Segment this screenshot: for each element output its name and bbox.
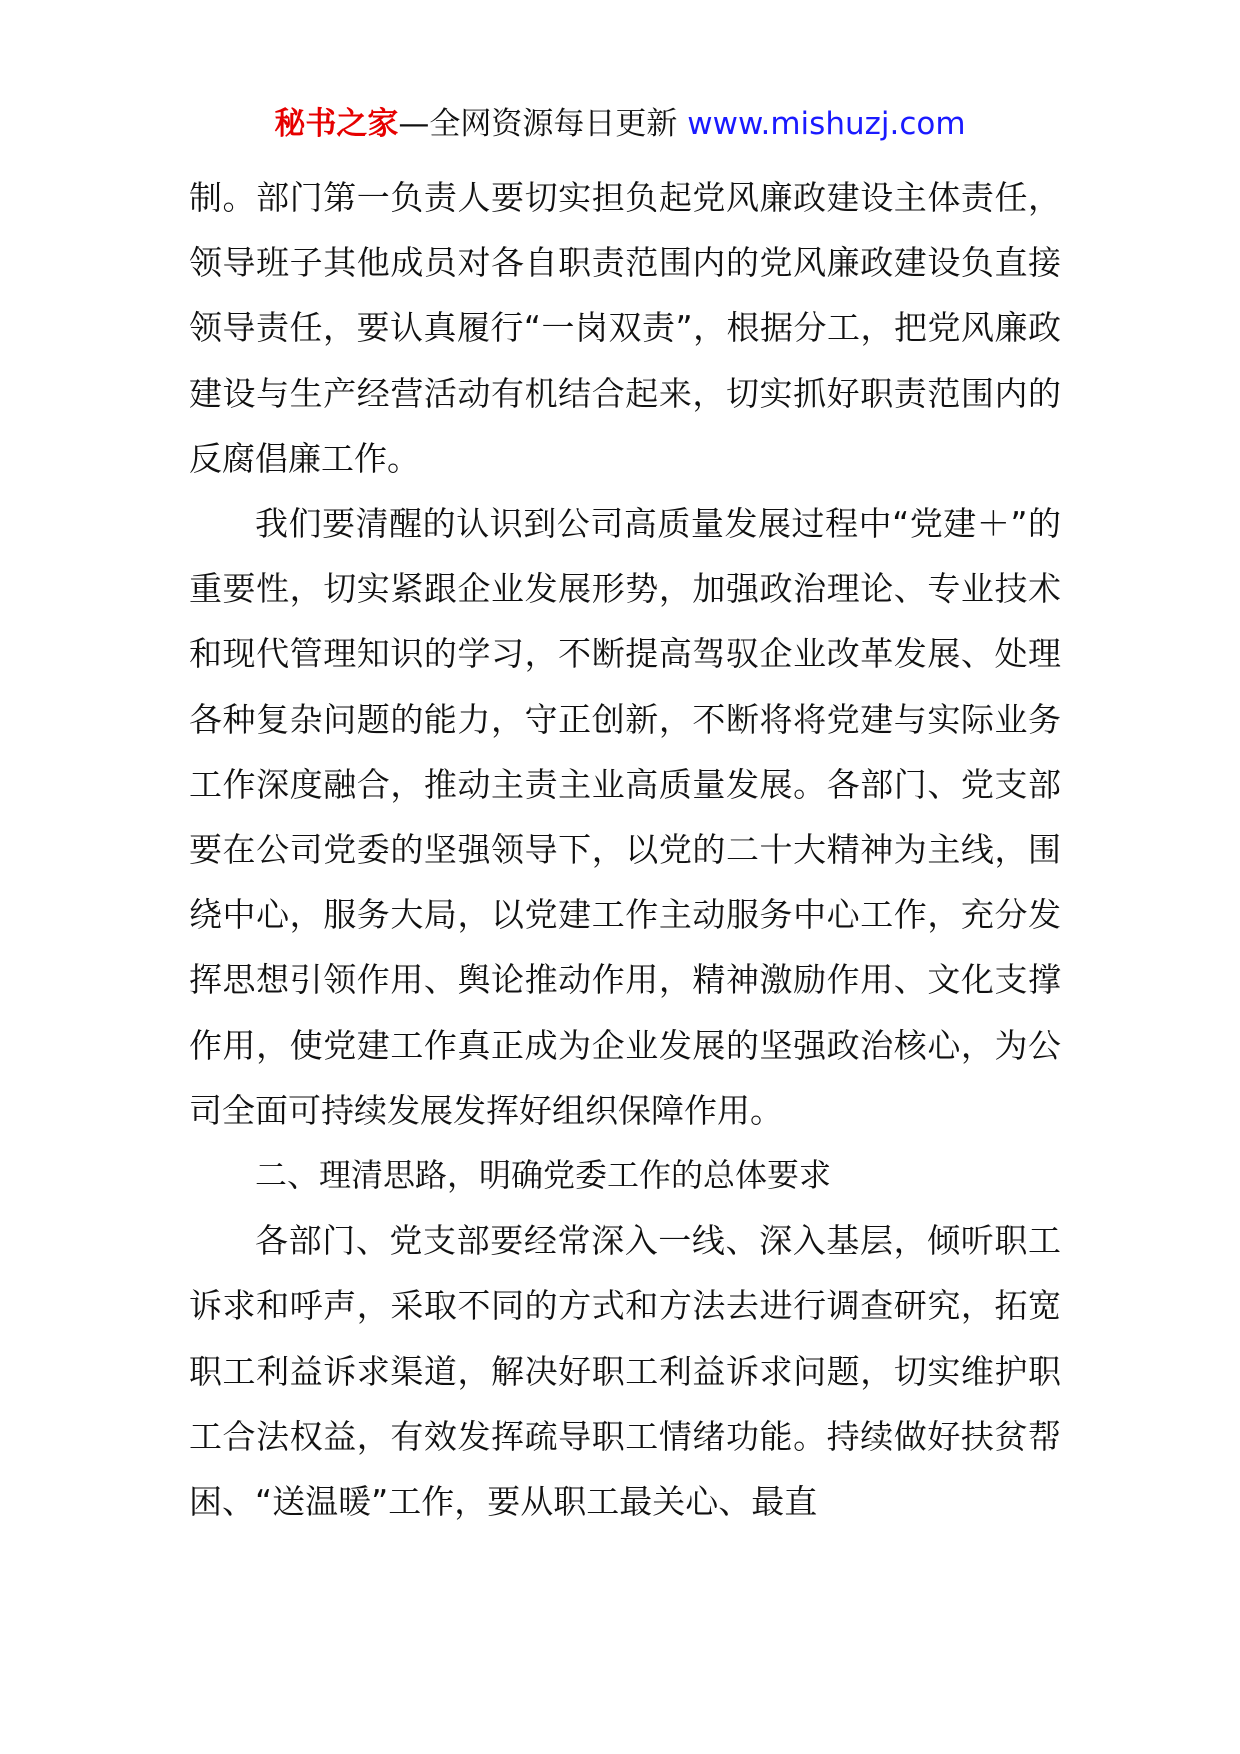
page-header bbox=[0, 100, 1240, 148]
paragraph-party-building: 我们要清醒的认识到公司高质量发展过程中“党建＋”的重要性，切实紧跟企业发展形势，加强政治理论、专业技术和现代管理知识的学习，不断提高驾驭企业改革发展、处理各种复杂问题的能力，守正创新，不断将将党建与实际业务工作深度融合，推动主责主业高质量发展。各部门、党支部要在公司党委的坚强领导下，以党的二十大精神为主线，围绕中心，服务大局，以党建工作主动服务中心工作，充分发挥思想引领作用、舆论推动作用，精神激励作用、文化支撑作用，使党建工作真正成为企业发展的坚强政治核心，为公司全面可持续发展发挥好组织保障作用。 bbox=[189, 504, 1061, 1130]
site-url-link[interactable]: www.mishuzj.com bbox=[687, 106, 966, 142]
section-heading: 二、理清思路，明确党委工作的总体要求 bbox=[255, 1156, 832, 1195]
paragraph-continuation: 制。部门第一负责人要切实担负起党风廉政建设主体责任，领导班子其他成员对各自职责范围内的党风廉政建设负直接领导责任，要认真履行“一岗双责”，根据分工，把党风廉政建设与生产经营活动有机结合起来，切实抓好职责范围内的反腐倡廉工作。 bbox=[189, 178, 1061, 478]
site-tagline: —全网资源每日更新 bbox=[398, 106, 678, 142]
document-body bbox=[189, 165, 1061, 1534]
paragraph-employee-demands: 各部门、党支部要经常深入一线、深入基层，倾听职工诉求和呼声，采取不同的方式和方法去进行调查研究，拓宽职工利益诉求渠道，解决好职工利益诉求问题，切实维护职工合法权益，有效发挥疏导职工情绪功能。持续做好扶贫帮困、“送温暖”工作，要从职工最关心、最直 bbox=[189, 1221, 1061, 1522]
site-brand: 秘书之家 bbox=[274, 106, 399, 142]
